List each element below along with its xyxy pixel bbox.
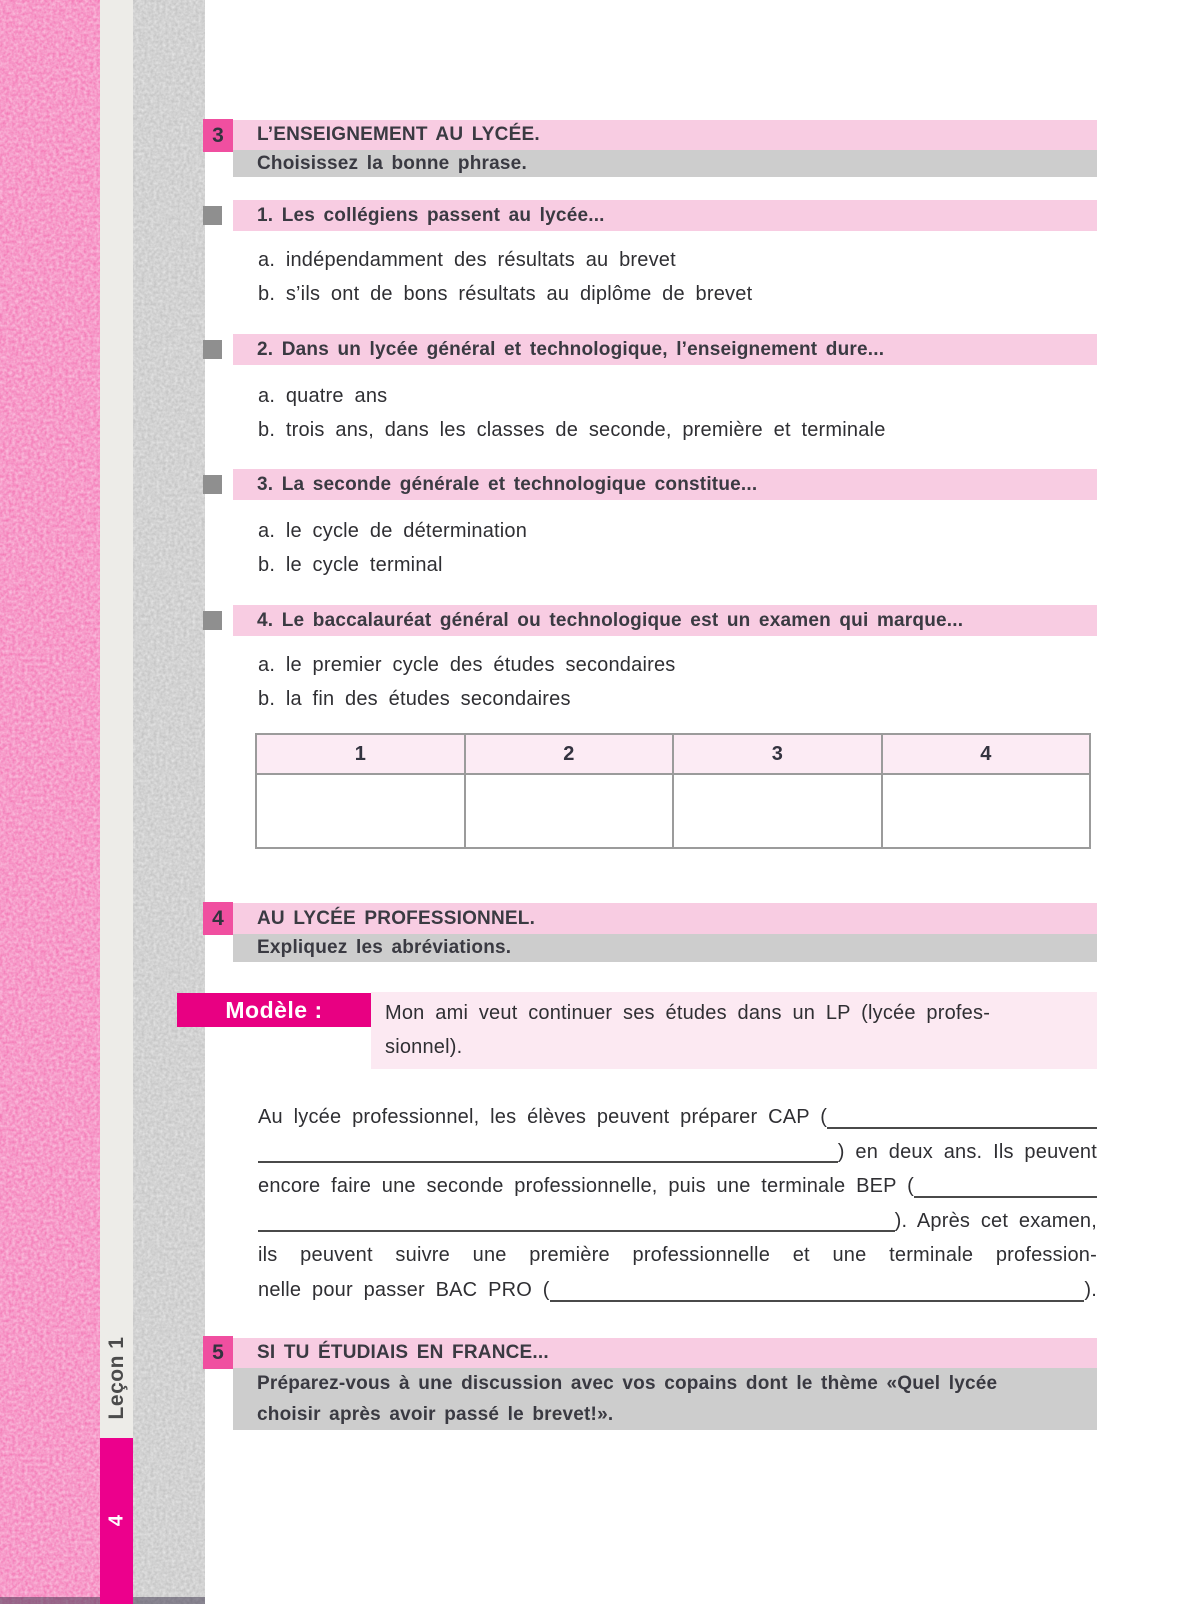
exercise5-subtitle-line2: choisir après avoir passé le brevet!».: [257, 1404, 614, 1425]
option-b: b. s’ils ont de bons résultats au diplôme de brevet: [258, 283, 753, 305]
exercise5-number: 5: [203, 1336, 233, 1369]
pink-texture-strip: [0, 0, 100, 1604]
paragraph-line: [258, 1169, 1097, 1204]
option-b: b. la fin des études secondaires: [258, 688, 571, 710]
exercise4-subtitle: Expliquez les abréviations.: [233, 934, 1097, 962]
answer-table-body-row: [256, 774, 1090, 848]
question-bullet: [203, 475, 222, 494]
paragraph-text: ils peuvent suivre une première professionnelle et une terminale profession-: [258, 1244, 1097, 1267]
exercise3-title: L’ENSEIGNEMENT AU LYCÉE.: [233, 120, 1097, 150]
answer-col-4: 4: [882, 734, 1091, 774]
paragraph-line: [258, 1100, 1097, 1135]
answer-table-header-row: [256, 734, 1090, 774]
fill-in-blank: [827, 1127, 1097, 1129]
exercise5-title: SI TU ÉTUDIAIS EN FRANCE...: [233, 1338, 1097, 1368]
question-bullet: [203, 611, 222, 630]
answer-col-1: 1: [256, 734, 465, 774]
paragraph-text: nelle pour passer BAC PRO (: [258, 1278, 550, 1301]
paragraph-text: ) en deux ans. Ils peuvent: [837, 1140, 1097, 1163]
answer-col-3: 3: [673, 734, 882, 774]
lesson-label: Leçon 1: [105, 1336, 128, 1420]
exercise5-subtitle: [233, 1368, 1097, 1430]
question4-options: [258, 648, 1097, 716]
exercise5-subtitle-line1: Préparez-vous à une discussion avec vos copains dont le thème «Quel lycée: [257, 1373, 998, 1394]
gray-texture-strip: [133, 0, 205, 1604]
page-number: 4: [105, 1514, 128, 1527]
answer-table: [255, 733, 1091, 849]
fill-in-blank: [914, 1196, 1097, 1198]
question4-label: 4. Le baccalauréat général ou technologique est un examen qui marque...: [233, 605, 1097, 636]
question-bullet: [203, 206, 222, 225]
exercise4-title: AU LYCÉE PROFESSIONNEL.: [233, 903, 1097, 934]
question1-label: 1. Les collégiens passent au lycée...: [233, 200, 1097, 231]
model-panel: [371, 992, 1097, 1069]
question3-label: 3. La seconde générale et technologique constitue...: [233, 469, 1097, 500]
paragraph-line: [258, 1238, 1097, 1273]
question1-options: [258, 243, 1097, 311]
option-b: b. trois ans, dans les classes de seconde, première et terminale: [258, 419, 886, 441]
answer-cell: [465, 774, 674, 848]
answer-cell: [256, 774, 465, 848]
question-bullet: [203, 340, 222, 359]
model-text-line2: sionnel).: [385, 1036, 463, 1058]
exercise3-subtitle: Choisissez la bonne phrase.: [233, 150, 1097, 177]
answer-cell: [673, 774, 882, 848]
model-label-box: Modèle :: [177, 993, 371, 1027]
paragraph-text: Au lycée professionnel, les élèves peuvent préparer CAP (: [258, 1106, 828, 1128]
model-text-line1: Mon ami veut continuer ses études dans un LP (lycée profes-: [385, 1002, 991, 1024]
fill-in-paragraph: [258, 1100, 1097, 1308]
paragraph-line: [258, 1204, 1097, 1239]
option-a: a. quatre ans: [258, 385, 388, 407]
option-a: a. le premier cycle des études secondaires: [258, 654, 676, 676]
option-b: b. le cycle terminal: [258, 554, 443, 576]
fill-in-blank: [258, 1161, 838, 1163]
answer-col-2: 2: [465, 734, 674, 774]
exercise3-number: 3: [203, 119, 233, 152]
paragraph-text: encore faire une seconde professionnelle, puis une terminale BEP (: [258, 1175, 914, 1198]
paragraph-line: [258, 1135, 1097, 1170]
paragraph-line: [258, 1273, 1097, 1308]
question2-label: 2. Dans un lycée général et technologique, l’enseignement dure...: [233, 334, 1097, 365]
option-a: a. indépendamment des résultats au brevet: [258, 249, 676, 271]
question2-options: [258, 379, 1097, 447]
fill-in-blank: [550, 1300, 1085, 1302]
paragraph-text: ).: [1084, 1278, 1097, 1301]
option-a: a. le cycle de détermination: [258, 520, 528, 542]
paragraph-text: ). Après cet examen,: [894, 1209, 1097, 1232]
question3-options: [258, 514, 1097, 582]
answer-cell: [882, 774, 1091, 848]
exercise4-number: 4: [203, 902, 233, 935]
fill-in-blank: [258, 1230, 895, 1232]
